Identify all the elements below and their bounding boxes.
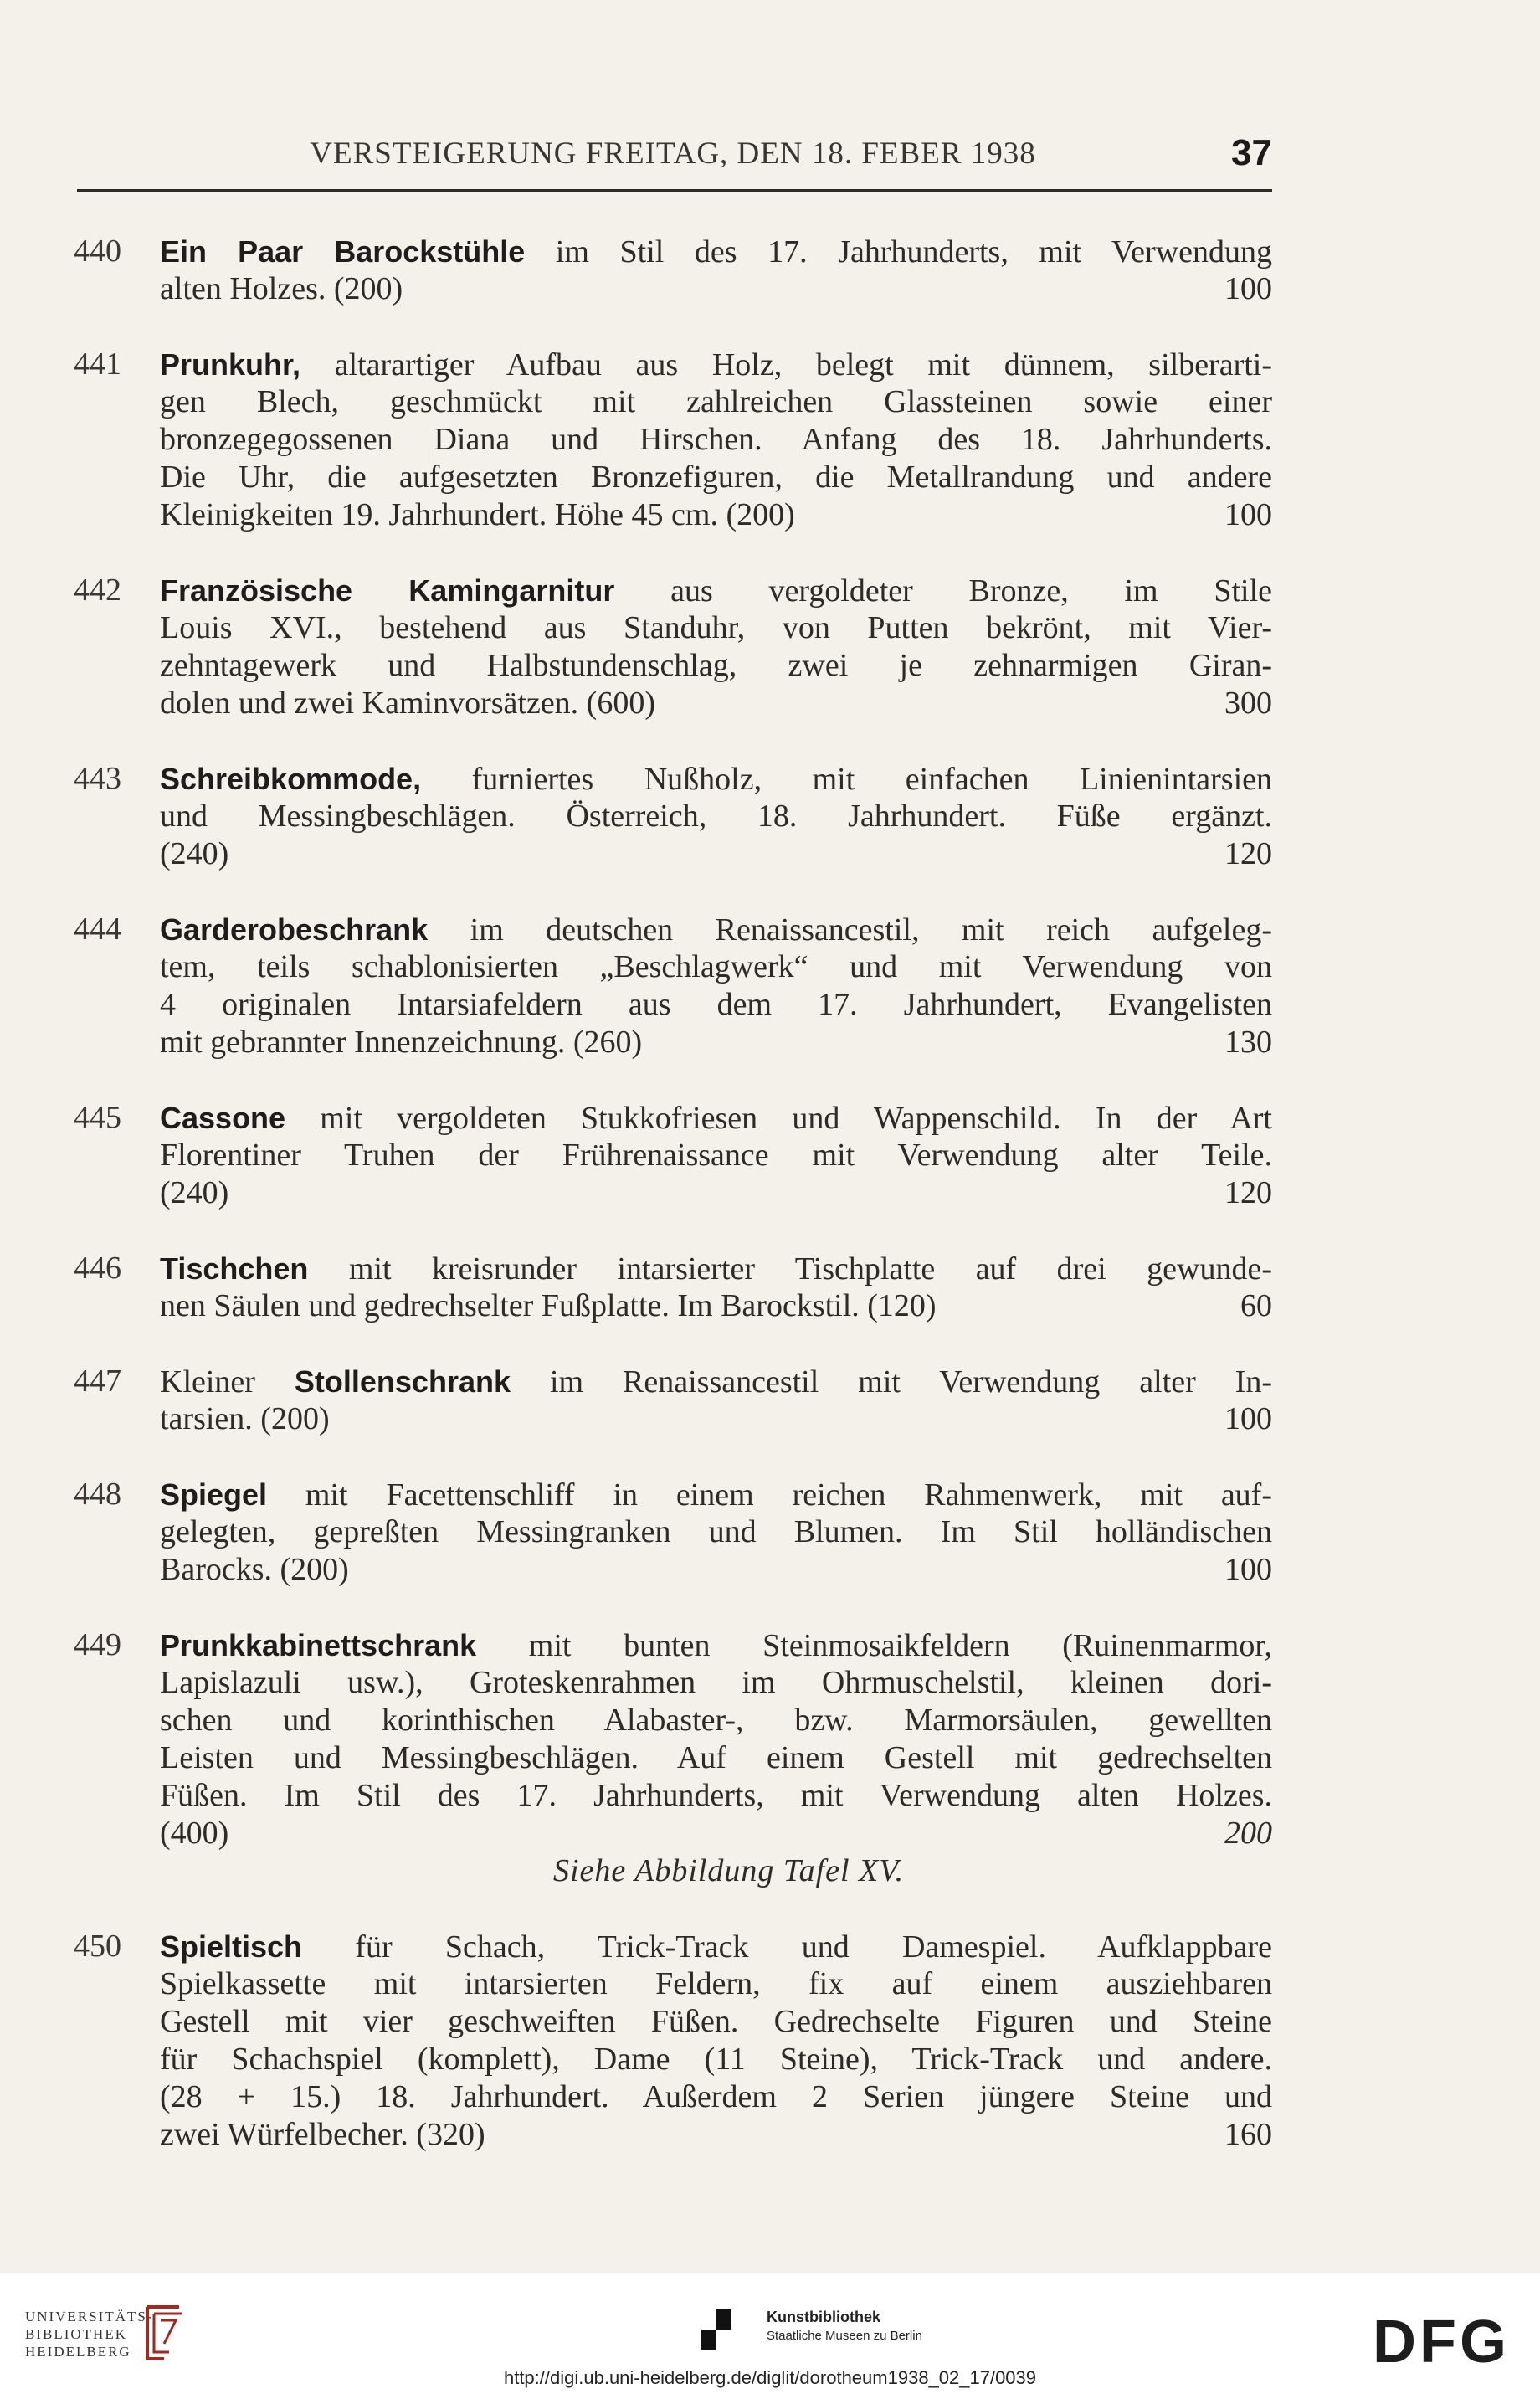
line-text: Spielkassette mit intarsierten Feldern, fix auf einem ausziehbaren	[160, 1966, 1272, 2001]
description-line	[160, 1400, 1272, 1438]
lot-estimate: 120	[1224, 836, 1272, 871]
line-text: gelegten, gepreßten Messingranken und Blumen. Im Stil holländischen	[160, 1514, 1272, 1549]
library-line: HEIDELBERG	[25, 2344, 131, 2360]
line-text: Leisten und Messingbeschlägen. Auf einem Gestell mit gedrechselten	[160, 1740, 1272, 1775]
dfg-logo: DFG	[1373, 2309, 1510, 2376]
line-text: (28 + 15.) 18. Jahrhundert. Außerdem 2 Serien jüngere Steine und	[160, 2079, 1272, 2114]
line-text: (240)	[160, 836, 229, 871]
lot-entry	[74, 1626, 1272, 1890]
lot-description	[160, 346, 1272, 534]
line-text: mit kreisrunder intarsierter Tischplatte auf drei gewunde-	[308, 1251, 1272, 1287]
description-line	[160, 1363, 1272, 1400]
line-text: Florentiner Truhen der Frührenaissance mit Verwendung alter Teile.	[160, 1138, 1272, 1173]
lot-entry	[74, 1476, 1272, 1589]
lot-description	[160, 1626, 1272, 1890]
lot-title: Prunkkabinettschrank	[160, 1628, 477, 1662]
description-line	[160, 1024, 1272, 1061]
line-text: Gestell mit vier geschweiften Füßen. Gedrechselte Figuren und Steine	[160, 2004, 1272, 2039]
kunstbibliothek-label	[767, 2307, 922, 2345]
line-text: (240)	[160, 1175, 229, 1210]
description-line	[160, 1777, 1272, 1815]
lot-title: Garderobeschrank	[160, 912, 429, 947]
description-line	[160, 647, 1272, 685]
lot-title: Spieltisch	[160, 1929, 303, 1964]
lot-description	[160, 572, 1272, 722]
description-line	[160, 459, 1272, 496]
line-text: Füßen. Im Stil des 17. Jahrhunderts, mit Verwendung alten Holzes.	[160, 1778, 1272, 1813]
line-text: mit bunten Steinmosaikfeldern (Ruinenmarmor,	[476, 1628, 1272, 1663]
lot-estimate: 130	[1224, 1025, 1272, 1060]
lot-estimate: 200	[1224, 1816, 1272, 1851]
line-text: nen Säulen und gedrechselter Fußplatte. Im Barockstil. (120)	[160, 1288, 937, 1323]
header-title: VERSTEIGERUNG FREITAG, DEN 18. FEBER 1938	[310, 136, 1036, 171]
description-line	[160, 1513, 1272, 1551]
source-url[interactable]: http://digi.ub.uni-heidelberg.de/diglit/dorotheum1938_02_17/0039	[503, 2367, 1037, 2388]
lot-title: Französische Kamingarnitur	[160, 573, 615, 608]
lot-number: 450	[74, 1929, 121, 1964]
description-line	[160, 1099, 1272, 1137]
line-text: tarsien. (200)	[160, 1401, 330, 1436]
description-line	[160, 1137, 1272, 1174]
description-line	[160, 1476, 1272, 1513]
lot-title: Tischchen	[160, 1251, 309, 1286]
description-line	[160, 1287, 1272, 1325]
lot-estimate: 160	[1224, 2117, 1272, 2152]
line-text: Kleinigkeiten 19. Jahrhundert. Höhe 45 cm. (200)	[160, 497, 795, 532]
lot-estimate: 100	[1224, 1552, 1272, 1587]
lot-title: Ein Paar Barockstühle	[160, 234, 526, 269]
lot-estimate: 100	[1224, 497, 1272, 532]
description-line	[160, 835, 1272, 873]
kunstbibliothek-logo-icon	[700, 2308, 733, 2351]
lot-number: 449	[74, 1627, 121, 1662]
description-line	[160, 685, 1272, 722]
description-line	[160, 383, 1272, 421]
lot-number: 445	[74, 1100, 121, 1135]
description-line	[160, 760, 1272, 798]
lot-description	[160, 911, 1272, 1061]
lot-estimate: 100	[1224, 1401, 1272, 1436]
line-text: mit gebrannter Innenzeichnung. (260)	[160, 1025, 643, 1060]
line-text: für Schachspiel (komplett), Dame (11 Steine), Trick-Track und andere.	[160, 2042, 1272, 2077]
description-line	[160, 1250, 1272, 1287]
lot-entry	[74, 1363, 1272, 1438]
description-line	[160, 270, 1272, 308]
line-text: Die Uhr, die aufgesetzten Bronzefiguren, die Metallrandung und andere	[160, 460, 1272, 495]
line-text: zwei Würfelbecher. (320)	[160, 2117, 485, 2152]
line-text: aus vergoldeter Bronze, im Stile	[614, 573, 1273, 609]
line-text: im Renaissancestil mit Verwendung alter In-	[511, 1364, 1272, 1400]
lot-entry	[74, 1928, 1272, 2154]
description-line	[160, 1626, 1272, 1664]
library-name	[25, 2308, 154, 2360]
line-text: Lapislazuli usw.), Groteskenrahmen im Ohrmuschelstil, kleinen dori-	[160, 1665, 1272, 1700]
description-line	[160, 798, 1272, 835]
plate-reference: Siehe Abbildung Tafel XV.	[553, 1853, 905, 1888]
lot-estimate: 60	[1240, 1288, 1272, 1323]
lot-number: 446	[74, 1251, 121, 1286]
lot-entry	[74, 346, 1272, 534]
description-line	[160, 1551, 1272, 1589]
description-line	[160, 1739, 1272, 1777]
lot-entry	[74, 233, 1272, 308]
header-rule	[77, 189, 1272, 192]
description-line	[160, 496, 1272, 534]
line-text: 4 originalen Intarsiafeldern aus dem 17. Jahrhundert, Evangelisten	[160, 987, 1272, 1022]
description-line	[160, 2116, 1272, 2154]
description-line	[160, 1702, 1272, 1739]
description-line	[160, 948, 1272, 986]
lot-number: 448	[74, 1477, 121, 1512]
line-text: altarartiger Aufbau aus Holz, belegt mit dünnem, silberarti-	[300, 347, 1272, 383]
description-line	[160, 2003, 1272, 2041]
lot-entry	[74, 911, 1272, 1061]
lot-number: 442	[74, 573, 121, 608]
line-text: furniertes Nußholz, mit einfachen Linienintarsien	[421, 762, 1272, 797]
library-line: BIBLIOTHEK	[25, 2326, 127, 2342]
lot-estimate: 300	[1224, 686, 1272, 721]
lot-description	[160, 1363, 1272, 1438]
line-text: dolen und zwei Kaminvorsätzen. (600)	[160, 686, 655, 721]
lot-entry	[74, 1099, 1272, 1212]
description-line	[160, 2078, 1272, 2116]
lot-description	[160, 1476, 1272, 1589]
lot-description	[160, 1250, 1272, 1325]
description-line	[160, 1664, 1272, 1702]
line-text: mit vergoldeten Stukkofriesen und Wappenschild. In der Art	[285, 1101, 1272, 1136]
lot-number: 443	[74, 761, 121, 796]
line-text: im Stil des 17. Jahrhunderts, mit Verwendung	[525, 234, 1273, 270]
line-text: und Messingbeschlägen. Österreich, 18. Jahrhundert. Füße ergänzt.	[160, 799, 1272, 834]
line-text: alten Holzes. (200)	[160, 271, 403, 306]
description-line	[160, 346, 1272, 383]
line-text: Louis XVI., bestehend aus Standuhr, von Putten bekrönt, mit Vier-	[160, 610, 1272, 645]
lot-entry	[74, 1250, 1272, 1325]
line-text: gen Blech, geschmückt mit zahlreichen Glassteinen sowie einer	[160, 384, 1272, 419]
lot-number: 440	[74, 234, 121, 269]
page-header	[74, 132, 1272, 188]
description-line	[160, 421, 1272, 459]
line-text: im deutschen Renaissancestil, mit reich aufgeleg-	[428, 912, 1272, 948]
lot-title: Cassone	[160, 1101, 286, 1135]
line-text: (400)	[160, 1816, 229, 1851]
lot-description	[160, 1928, 1272, 2154]
kunstbibliothek-subtitle: Staatliche Museen zu Berlin	[767, 2329, 922, 2343]
line-text: tem, teils schablonisierten „Beschlagwerk“ und mit Verwendung von	[160, 949, 1272, 984]
lot-title: Prunkuhr,	[160, 347, 301, 382]
line-text: mit Facettenschliff in einem reichen Rahmenwerk, mit auf-	[267, 1477, 1272, 1513]
description-line	[160, 233, 1272, 270]
line-text: bronzegegossenen Diana und Hirschen. Anfang des 18. Jahrhunderts.	[160, 422, 1272, 457]
description-line	[160, 1928, 1272, 1965]
university-logo-icon	[139, 2302, 189, 2364]
description-line	[160, 572, 1272, 609]
description-line	[160, 1965, 1272, 2003]
lot-estimate: 120	[1224, 1175, 1272, 1210]
lot-entry	[74, 760, 1272, 873]
line-text: Barocks. (200)	[160, 1552, 349, 1587]
description-line	[160, 911, 1272, 948]
lot-description	[160, 760, 1272, 873]
line-text: zehntagewerk und Halbstundenschlag, zwei je zehnarmigen Giran-	[160, 648, 1272, 683]
lot-list	[74, 233, 1272, 2191]
lot-number: 444	[74, 912, 121, 947]
description-line	[160, 986, 1272, 1024]
page-number: 37	[1231, 132, 1272, 173]
description-line	[160, 1174, 1272, 1212]
lot-title-prefix: Kleiner	[160, 1364, 295, 1400]
lot-title: Spiegel	[160, 1477, 268, 1512]
lot-number: 441	[74, 347, 121, 382]
lot-entry	[74, 572, 1272, 722]
description-line	[160, 1815, 1272, 1852]
library-line: UNIVERSITÄTS-	[25, 2309, 154, 2325]
kunstbibliothek-name: Kunstbibliothek	[767, 2309, 880, 2325]
lot-title: Schreibkommode,	[160, 762, 422, 796]
lot-estimate: 100	[1224, 271, 1272, 306]
lot-description	[160, 1099, 1272, 1212]
lot-number: 447	[74, 1364, 121, 1399]
description-line	[160, 2041, 1272, 2078]
lot-title: Stollenschrank	[294, 1364, 511, 1399]
line-text: schen und korinthischen Alabaster-, bzw. Marmorsäulen, gewellten	[160, 1703, 1272, 1738]
description-line	[160, 609, 1272, 647]
lot-description	[160, 233, 1272, 308]
line-text: für Schach, Trick-Track und Damespiel. Aufklappbare	[302, 1929, 1272, 1965]
